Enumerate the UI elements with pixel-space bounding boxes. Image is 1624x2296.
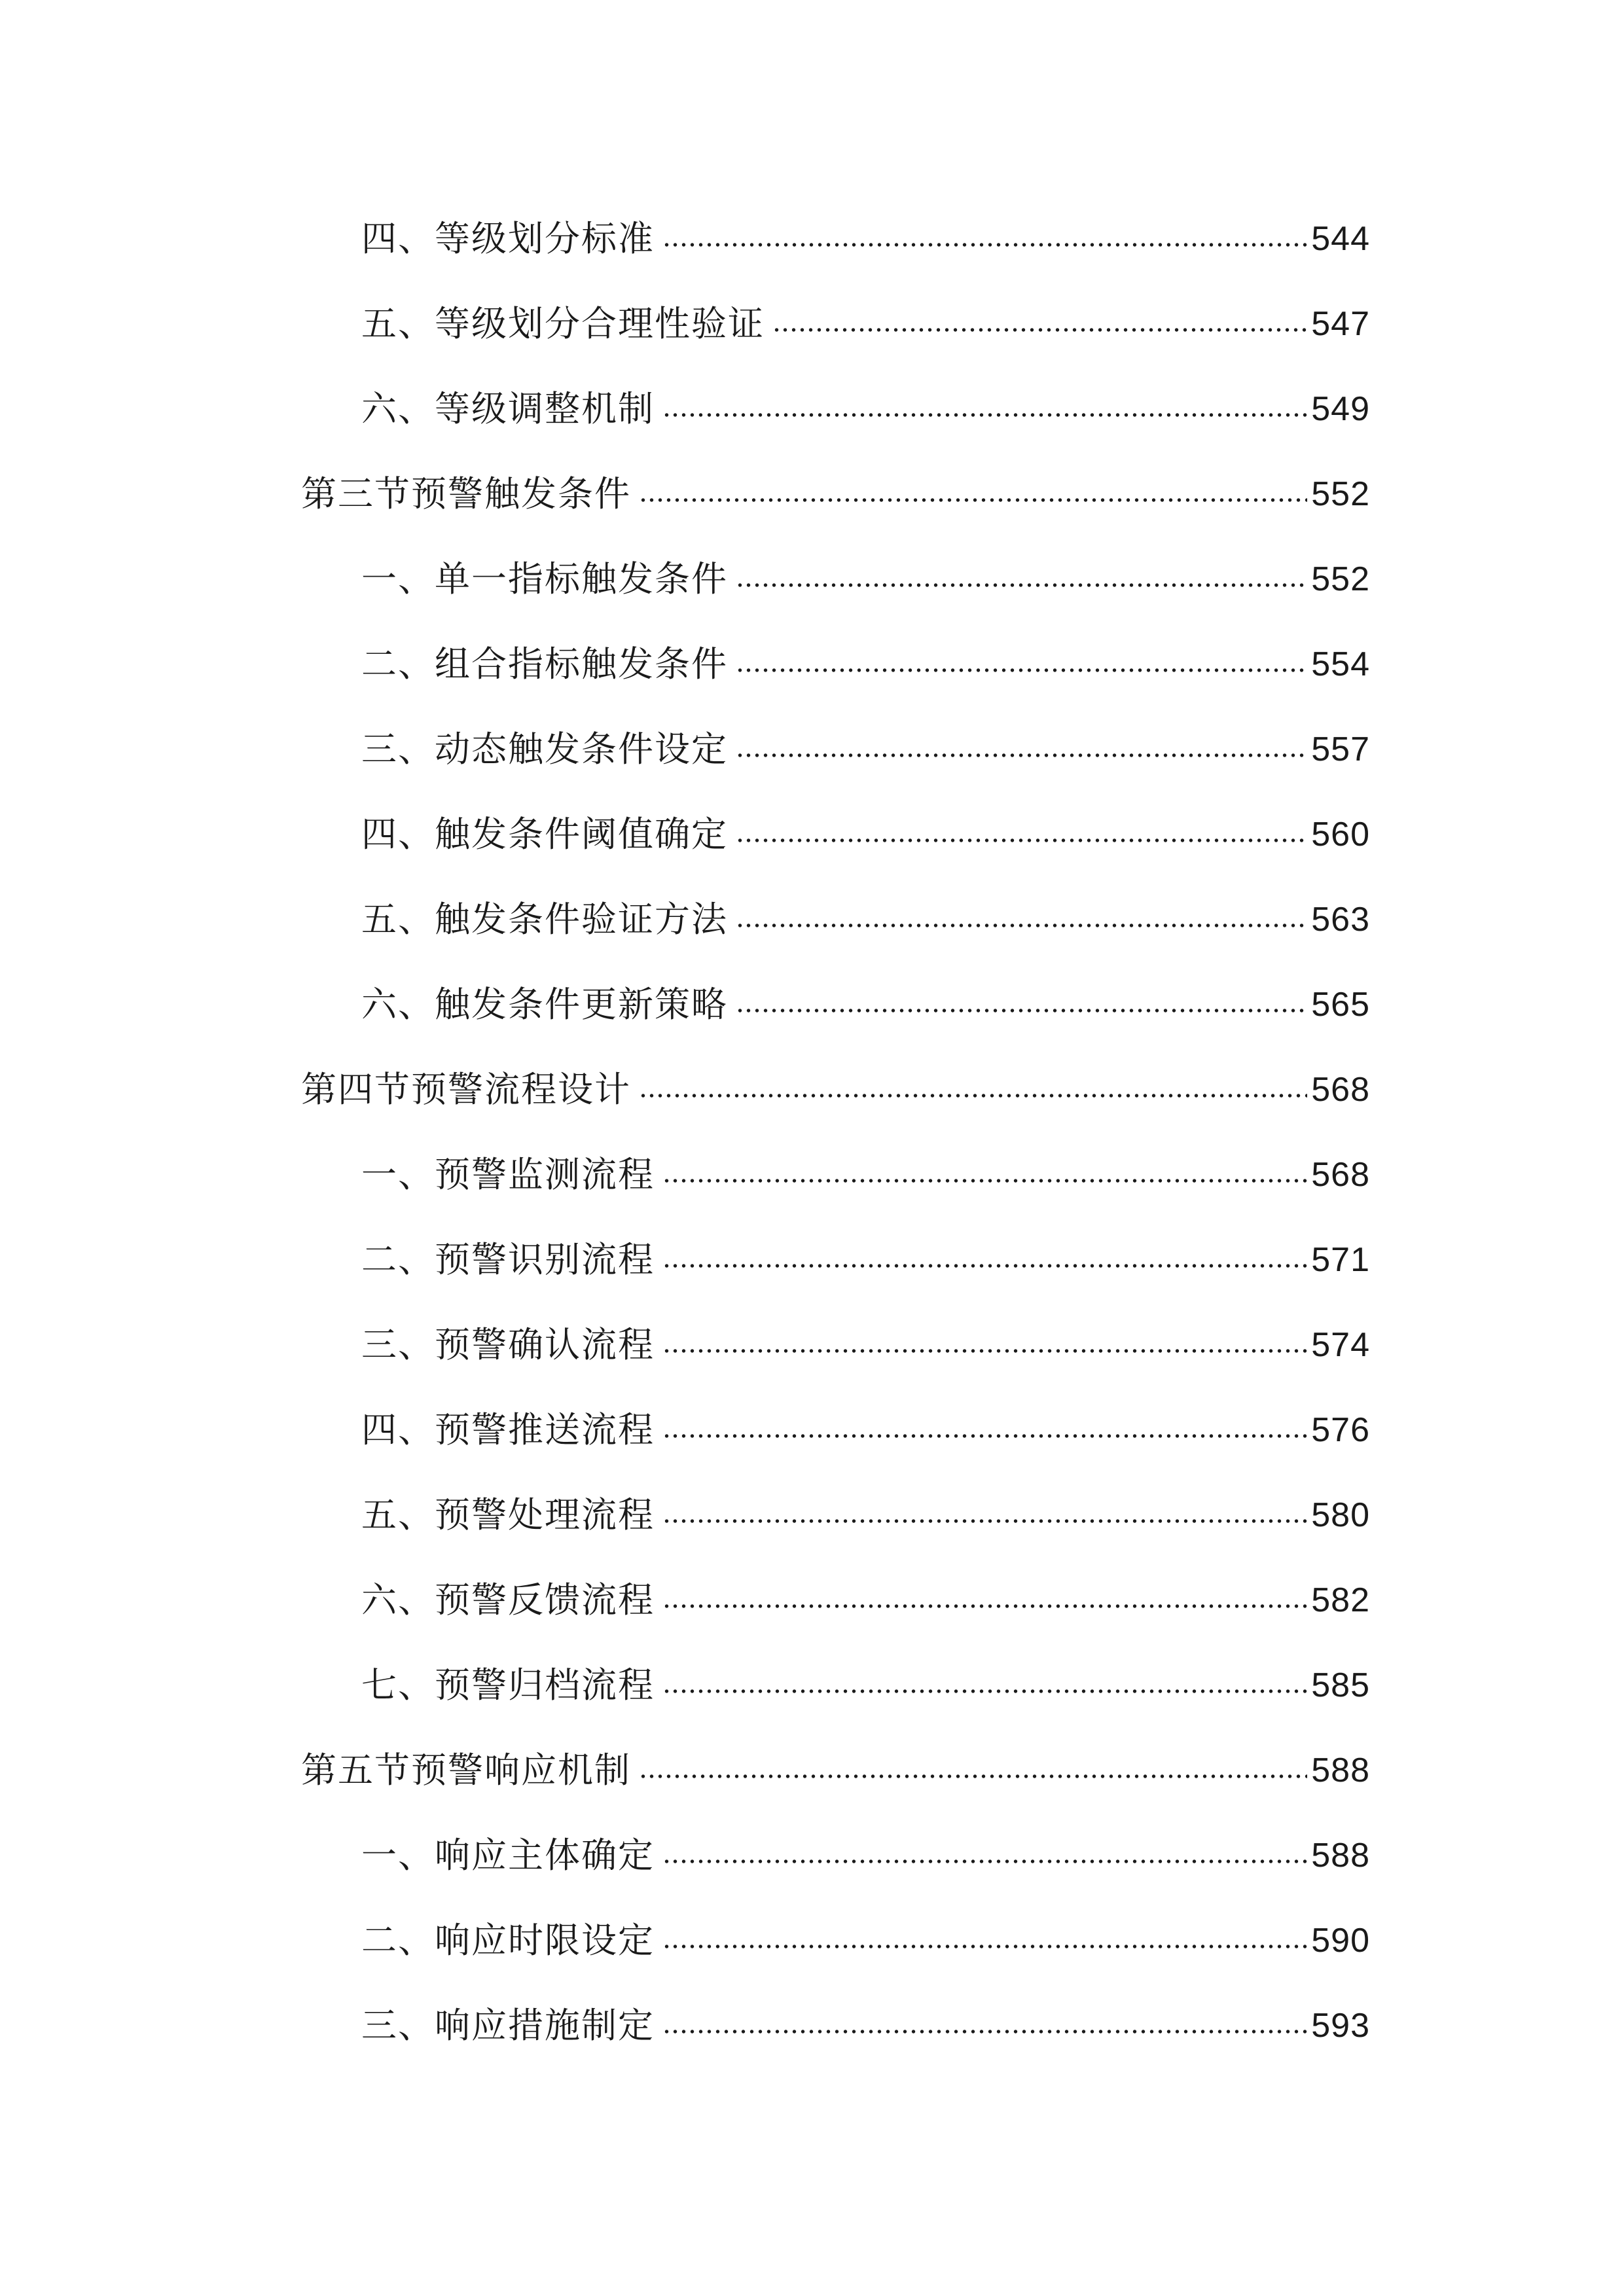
toc-entry-page-number: 563: [1311, 901, 1370, 939]
toc-entry-page-number: 552: [1311, 475, 1370, 513]
toc-entry[interactable]: [301, 1898, 1370, 1983]
toc-entry-title: 二、响应时限设定: [361, 1920, 655, 1961]
toc-entry-title: 四、触发条件阈值确定: [361, 814, 728, 855]
toc-dot-leader: [736, 653, 1307, 688]
toc-entry-title: 三、动态触发条件设定: [361, 728, 728, 770]
toc-entry-page-number: 571: [1311, 1241, 1370, 1279]
toc-entry[interactable]: [301, 622, 1370, 707]
toc-dot-leader: [736, 823, 1307, 858]
toc-entry[interactable]: [301, 1217, 1370, 1302]
toc-entry-page-number: 590: [1311, 1922, 1370, 1960]
toc-entry[interactable]: [301, 1643, 1370, 1728]
toc-entry-page-number: 557: [1311, 730, 1370, 768]
toc-section-entry[interactable]: [301, 1728, 1370, 1813]
toc-entry-page-number: 574: [1311, 1326, 1370, 1364]
toc-dot-leader: [662, 1248, 1307, 1283]
toc-entry-page-number: 554: [1311, 645, 1370, 683]
toc-entry-page-number: 588: [1311, 1837, 1370, 1874]
toc-entry-title: 六、预警反馈流程: [361, 1579, 655, 1621]
toc-dot-leader: [772, 312, 1307, 348]
toc-dot-leader: [662, 1588, 1307, 1624]
toc-entry[interactable]: [301, 1558, 1370, 1643]
toc-entry[interactable]: [301, 367, 1370, 452]
toc-entry-page-number: 549: [1311, 390, 1370, 428]
toc-dot-leader: [662, 1333, 1307, 1369]
toc-entry-page-number: 560: [1311, 816, 1370, 853]
toc-entry-page-number: 576: [1311, 1411, 1370, 1449]
toc-entry-title: 六、触发条件更新策略: [361, 984, 728, 1025]
toc-entry[interactable]: [301, 537, 1370, 622]
toc-entry-title: 五、预警处理流程: [361, 1494, 655, 1535]
toc-dot-leader: [662, 2014, 1307, 2049]
toc-dot-leader: [639, 1078, 1307, 1113]
toc-entry-title: 四、等级划分标准: [361, 218, 655, 259]
toc-entry-title: 第三节预警触发条件: [301, 473, 631, 514]
toc-entry[interactable]: [301, 792, 1370, 877]
toc-entry-title: 六、等级调整机制: [361, 388, 655, 429]
toc-dot-leader: [736, 908, 1307, 943]
toc-entry-page-number: 585: [1311, 1666, 1370, 1704]
toc-entry-page-number: 544: [1311, 220, 1370, 258]
toc-entry-title: 五、触发条件验证方法: [361, 899, 728, 940]
toc-entry-page-number: 580: [1311, 1496, 1370, 1534]
toc-section-entry[interactable]: [301, 1047, 1370, 1132]
toc-entry-title: 一、预警监测流程: [361, 1154, 655, 1195]
toc-entry-page-number: 568: [1311, 1071, 1370, 1109]
toc-dot-leader: [662, 1418, 1307, 1454]
toc-dot-leader: [639, 1759, 1307, 1794]
toc-entry[interactable]: [301, 1473, 1370, 1558]
toc-entry[interactable]: [301, 1302, 1370, 1388]
toc-entry-title: 三、响应措施制定: [361, 2005, 655, 2046]
toc-dot-leader: [662, 1844, 1307, 1879]
toc-entry-page-number: 552: [1311, 560, 1370, 598]
toc-entry[interactable]: [301, 962, 1370, 1047]
toc-dot-leader: [736, 567, 1307, 603]
toc-dot-leader: [736, 738, 1307, 773]
toc-entry-title: 一、单一指标触发条件: [361, 558, 728, 600]
toc-entry-title: 七、预警归档流程: [361, 1664, 655, 1706]
toc-entry-title: 三、预警确认流程: [361, 1324, 655, 1365]
toc-entry[interactable]: [301, 1388, 1370, 1473]
toc-entry-page-number: 568: [1311, 1156, 1370, 1194]
toc-entry[interactable]: [301, 1132, 1370, 1217]
toc-entry-page-number: 547: [1311, 305, 1370, 343]
toc-entry-title: 一、响应主体确定: [361, 1835, 655, 1876]
toc-dot-leader: [662, 1674, 1307, 1709]
toc-dot-leader: [662, 1929, 1307, 1964]
toc-dot-leader: [662, 1163, 1307, 1198]
toc-entry-page-number: 593: [1311, 2007, 1370, 2045]
toc-dot-leader: [662, 397, 1307, 433]
toc-entry-title: 第五节预警响应机制: [301, 1749, 631, 1791]
toc-entry-title: 二、预警识别流程: [361, 1239, 655, 1280]
toc-dot-leader: [662, 227, 1307, 262]
toc-entry-page-number: 588: [1311, 1751, 1370, 1789]
toc-entry[interactable]: [301, 1983, 1370, 2068]
toc-dot-leader: [639, 482, 1307, 518]
toc-dot-leader: [736, 993, 1307, 1028]
toc-entry[interactable]: [301, 707, 1370, 792]
toc-entry-title: 第四节预警流程设计: [301, 1069, 631, 1110]
toc-entry-title: 四、预警推送流程: [361, 1409, 655, 1450]
toc-section-entry[interactable]: [301, 452, 1370, 537]
toc-entry-title: 五、等级划分合理性验证: [361, 303, 765, 344]
toc-entry-page-number: 582: [1311, 1581, 1370, 1619]
toc-dot-leader: [662, 1503, 1307, 1539]
toc-entry[interactable]: [301, 196, 1370, 281]
table-of-contents: [301, 196, 1370, 2068]
toc-entry-title: 二、组合指标触发条件: [361, 643, 728, 685]
toc-entry[interactable]: [301, 1813, 1370, 1898]
toc-entry[interactable]: [301, 281, 1370, 367]
toc-entry-page-number: 565: [1311, 986, 1370, 1024]
toc-entry[interactable]: [301, 877, 1370, 962]
